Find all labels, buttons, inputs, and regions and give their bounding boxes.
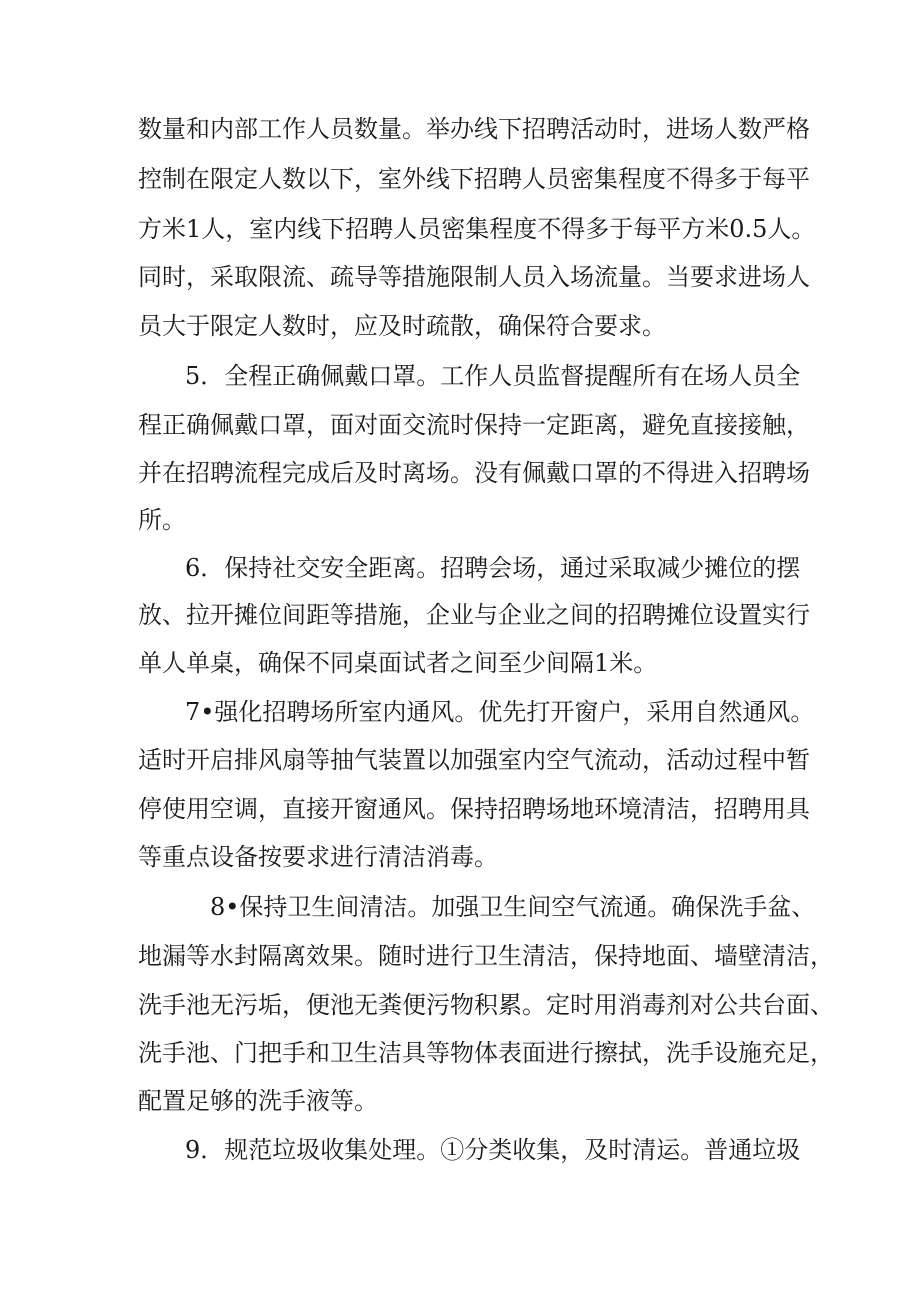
body-text-line: 停使用空调，直接开窗通风。保持招聘场地环境清洁，招聘用具: [138, 795, 810, 823]
body-text-line: 地漏等水封隔离效果。随时进行卫生清洁，保持地面、墙壁清洁，: [138, 942, 834, 970]
section-9-heading-line: 9．规范垃圾收集处理。①分类收集，及时清运。普通垃圾: [185, 1136, 801, 1164]
body-text-line: 同时，采取限流、疏导等措施限制人员入场流量。当要求进场人: [138, 263, 810, 291]
body-text-line: 洗手池、门把手和卫生洁具等物体表面进行擦拭，洗手设施充足，: [138, 1039, 834, 1067]
body-text-line: 单人单桌，确保不同桌面试者之间至少间隔1米。: [138, 649, 658, 677]
body-text-line: 洗手池无污垢，便池无粪便污物积累。定时用消毒剂对公共台面、: [138, 991, 834, 1019]
body-text-line: 放、拉开摊位间距等措施，企业与企业之间的招聘摊位设置实行: [138, 601, 810, 629]
body-text-line: 等重点设备按要求进行清洁消毒。: [138, 843, 498, 871]
body-text-line: 控制在限定人数以下，室外线下招聘人员密集程度不得多于每平: [138, 165, 810, 193]
body-text-line: 适时开启排风扇等抽气装置以加强室内空气流动，活动过程中暂: [138, 746, 810, 774]
body-text-line: 配置足够的洗手液等。: [138, 1087, 378, 1115]
body-text-line: 员大于限定人数时，应及时疏散，确保符合要求。: [138, 312, 666, 340]
section-5-heading-line: 5．全程正确佩戴口罩。工作人员监督提醒所有在场人员全: [185, 362, 801, 390]
body-text-line: 方米1人，室内线下招聘人员密集程度不得多于每平方米0.5人。: [138, 215, 816, 243]
section-8-heading-line: 8•保持卫生间清洁。加强卫生间空气流通。确保洗手盆、: [210, 893, 816, 921]
body-text-line: 程正确佩戴口罩，面对面交流时保持一定距离，避免直接接触，: [138, 411, 810, 439]
body-text-line: 所。: [138, 506, 186, 534]
section-7-heading-line: 7•强化招聘场所室内通风。优先打开窗户，采用自然通风。: [185, 698, 815, 726]
body-text-line: 数量和内部工作人员数量。举办线下招聘活动时，进场人数严格: [138, 115, 810, 143]
body-text-line: 并在招聘流程完成后及时离场。没有佩戴口罩的不得进入招聘场: [138, 459, 810, 487]
section-6-heading-line: 6．保持社交安全距离。招聘会场，通过采取减少摊位的摆: [185, 554, 801, 582]
